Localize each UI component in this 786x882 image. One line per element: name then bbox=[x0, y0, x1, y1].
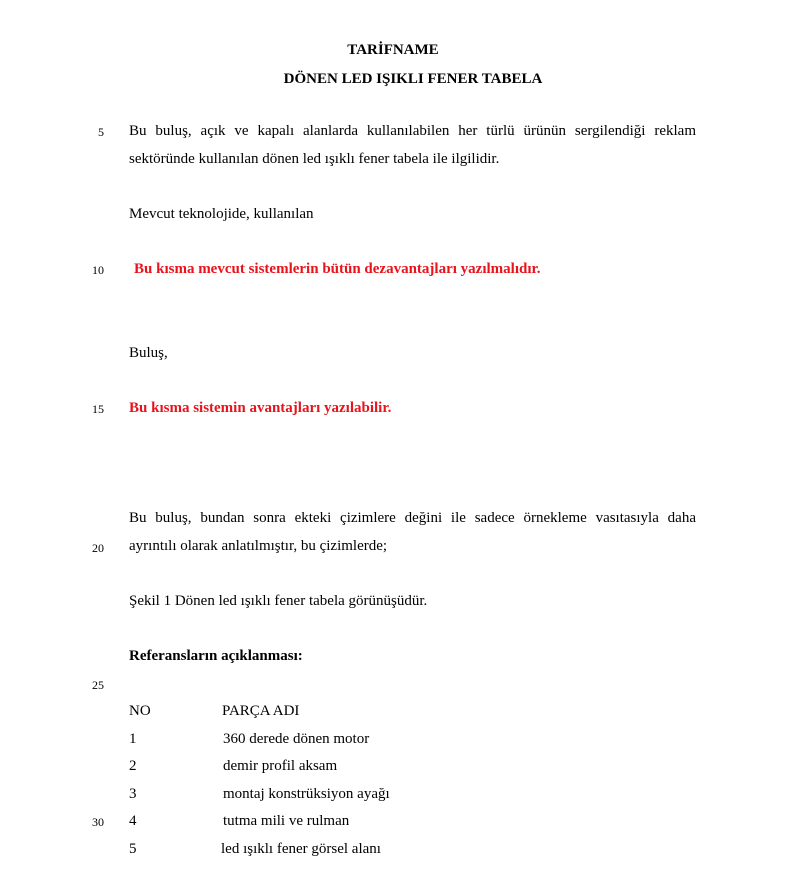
line-number: 25 bbox=[92, 678, 104, 692]
prior-art-intro: Mevcut teknolojide, kullanılan bbox=[129, 206, 314, 222]
table-cell-no: 2 bbox=[129, 758, 137, 774]
paragraph-line: ayrıntılı olarak anlatılmıştır, bu çizimlerde; bbox=[129, 538, 388, 554]
table-header-no: NO bbox=[129, 703, 151, 719]
line-number: 5 bbox=[98, 125, 104, 139]
document-title: TARİFNAME bbox=[347, 42, 439, 58]
document-subtitle: DÖNEN LED IŞIKLI FENER TABELA bbox=[283, 71, 543, 87]
references-heading: Referansların açıklanması: bbox=[129, 648, 303, 664]
paragraph-line: Bu buluş, bundan sonra ekteki çizimlere değini ile sadece örnekleme vasıtasıyla daha bbox=[129, 510, 696, 526]
table-header-part: PARÇA ADI bbox=[222, 703, 300, 719]
table-cell-no: 1 bbox=[129, 731, 137, 747]
prior-art-note: Bu kısma mevcut sistemlerin bütün dezavantajları yazılmalıdır. bbox=[134, 261, 541, 277]
paragraph-line: Bu buluş, açık ve kapalı alanlarda kullanılabilen her türlü ürünün sergilendiği reklam bbox=[129, 123, 696, 139]
line-number: 15 bbox=[92, 402, 104, 416]
table-cell-part: led ışıklı fener görsel alanı bbox=[221, 841, 381, 857]
table-cell-part: montaj konstrüksiyon ayağı bbox=[223, 786, 390, 802]
table-cell-no: 3 bbox=[129, 786, 137, 802]
line-number: 20 bbox=[92, 541, 104, 555]
table-cell-no: 4 bbox=[129, 813, 137, 829]
line-number: 10 bbox=[92, 263, 104, 277]
table-cell-part: demir profil aksam bbox=[223, 758, 338, 774]
table-cell-part: tutma mili ve rulman bbox=[223, 813, 350, 829]
table-cell-no: 5 bbox=[129, 841, 137, 857]
invention-note: Bu kısma sistemin avantajları yazılabilir. bbox=[129, 400, 392, 416]
figure-caption: Şekil 1 Dönen led ışıklı fener tabela görünüşüdür. bbox=[129, 593, 428, 609]
paragraph-line: sektöründe kullanılan dönen led ışıklı fener tabela ile ilgilidir. bbox=[129, 151, 500, 167]
line-number: 30 bbox=[92, 815, 104, 829]
invention-intro: Buluş, bbox=[129, 345, 168, 361]
table-cell-part: 360 derede dönen motor bbox=[223, 731, 370, 747]
